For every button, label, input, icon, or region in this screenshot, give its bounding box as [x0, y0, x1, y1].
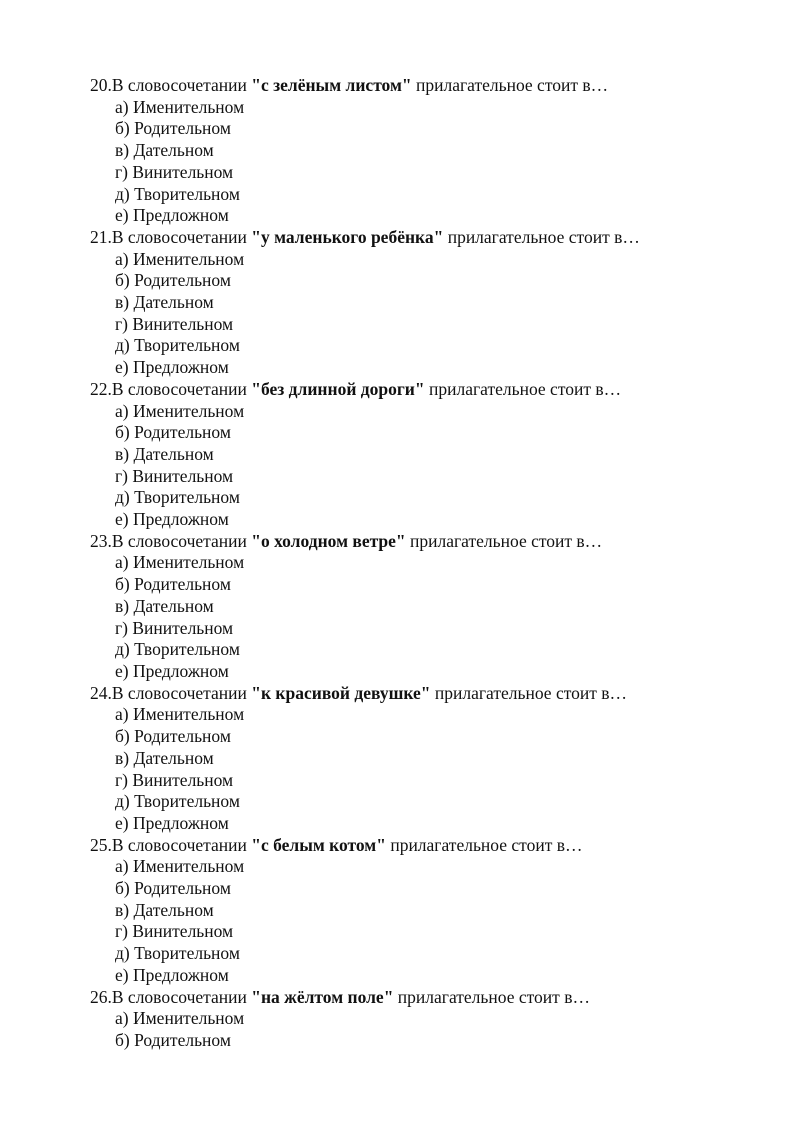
question-20: [90, 75, 770, 227]
option-a: а) Именительном: [115, 704, 245, 725]
option-v: в) Дательном: [115, 140, 214, 161]
option-e: е) Предложном: [115, 357, 229, 378]
question-phrase: "у маленького ребёнка": [251, 226, 444, 247]
question-prefix: В словосочетании: [111, 986, 252, 1007]
option-g: г) Винительном: [115, 921, 234, 942]
option-a: а) Именительном: [115, 400, 245, 421]
option-v: в) Дательном: [115, 292, 214, 313]
question-number: 25.: [90, 834, 112, 855]
question-prefix: В словосочетании: [111, 834, 252, 855]
question-number: 23.: [90, 530, 112, 551]
question-25: [90, 835, 770, 987]
question-22: [90, 379, 770, 531]
option-v: в) Дательном: [115, 443, 214, 464]
option-d: д) Творительном: [115, 487, 240, 508]
option-v: в) Дательном: [115, 747, 214, 768]
option-e: е) Предложном: [115, 660, 229, 681]
question-prefix: В словосочетании: [111, 75, 252, 95]
document-page: [90, 75, 770, 1052]
option-b: б) Родительном: [115, 1029, 231, 1050]
question-23: [90, 531, 770, 683]
option-d: д) Творительном: [115, 639, 240, 660]
question-suffix: прилагательное стоит в…: [405, 530, 603, 551]
question-number: 24.: [90, 682, 112, 703]
option-a: а) Именительном: [115, 248, 245, 269]
option-d: д) Творительном: [115, 335, 240, 356]
question-24: [90, 683, 770, 835]
question-number: 26.: [90, 986, 112, 1007]
question-text: [90, 227, 770, 249]
option-b: б) Родительном: [115, 270, 231, 291]
options-list: [90, 856, 770, 986]
option-g: г) Винительном: [115, 769, 234, 790]
question-phrase: "на жёлтом поле": [251, 986, 394, 1007]
question-26: [90, 987, 770, 1052]
question-suffix: прилагательное стоит в…: [443, 226, 640, 247]
option-b: б) Родительном: [115, 726, 231, 747]
question-prefix: В словосочетании: [111, 530, 252, 551]
option-a: а) Именительном: [115, 552, 245, 573]
option-g: г) Винительном: [115, 617, 234, 638]
option-b: б) Родительном: [115, 118, 231, 139]
option-a: а) Именительном: [115, 1008, 245, 1029]
question-text: [90, 75, 770, 97]
question-number: 22.: [90, 378, 112, 399]
question-phrase: "с белым котом": [251, 834, 386, 855]
option-e: е) Предложном: [115, 205, 229, 226]
option-b: б) Родительном: [115, 878, 231, 899]
question-phrase: "о холодном ветре": [251, 530, 406, 551]
question-prefix: В словосочетании: [111, 682, 252, 703]
option-d: д) Творительном: [115, 791, 240, 812]
question-text: [90, 835, 770, 857]
option-v: в) Дательном: [115, 899, 214, 920]
option-a: а) Именительном: [115, 856, 245, 877]
option-g: г) Винительном: [115, 465, 234, 486]
question-suffix: прилагательное стоит в…: [411, 75, 609, 95]
question-phrase: "с зелёным листом": [251, 75, 412, 95]
question-number: 20.: [90, 75, 112, 95]
question-phrase: "без длинной дороги": [251, 378, 425, 399]
options-list: [90, 1008, 770, 1051]
question-21: [90, 227, 770, 379]
question-text: [90, 683, 770, 705]
question-suffix: прилагательное стоит в…: [424, 378, 622, 399]
option-b: б) Родительном: [115, 574, 231, 595]
option-g: г) Винительном: [115, 161, 234, 182]
option-e: е) Предложном: [115, 964, 229, 985]
option-d: д) Творительном: [115, 183, 240, 204]
options-list: [90, 704, 770, 834]
option-b: б) Родительном: [115, 422, 231, 443]
options-list: [90, 552, 770, 682]
options-list: [90, 401, 770, 531]
option-d: д) Творительном: [115, 943, 240, 964]
option-e: е) Предложном: [115, 812, 229, 833]
options-list: [90, 249, 770, 379]
question-prefix: В словосочетании: [111, 226, 252, 247]
question-suffix: прилагательное стоит в…: [385, 834, 583, 855]
question-suffix: прилагательное стоит в…: [430, 682, 628, 703]
question-text: [90, 987, 770, 1009]
question-text: [90, 531, 770, 553]
question-phrase: "к красивой девушке": [251, 682, 431, 703]
option-v: в) Дательном: [115, 595, 214, 616]
option-e: е) Предложном: [115, 509, 229, 530]
question-text: [90, 379, 770, 401]
question-prefix: В словосочетании: [111, 378, 252, 399]
options-list: [90, 97, 770, 227]
option-a: а) Именительном: [115, 96, 245, 117]
question-suffix: прилагательное стоит в…: [393, 986, 590, 1007]
question-number: 21.: [90, 226, 112, 247]
option-g: г) Винительном: [115, 313, 234, 334]
